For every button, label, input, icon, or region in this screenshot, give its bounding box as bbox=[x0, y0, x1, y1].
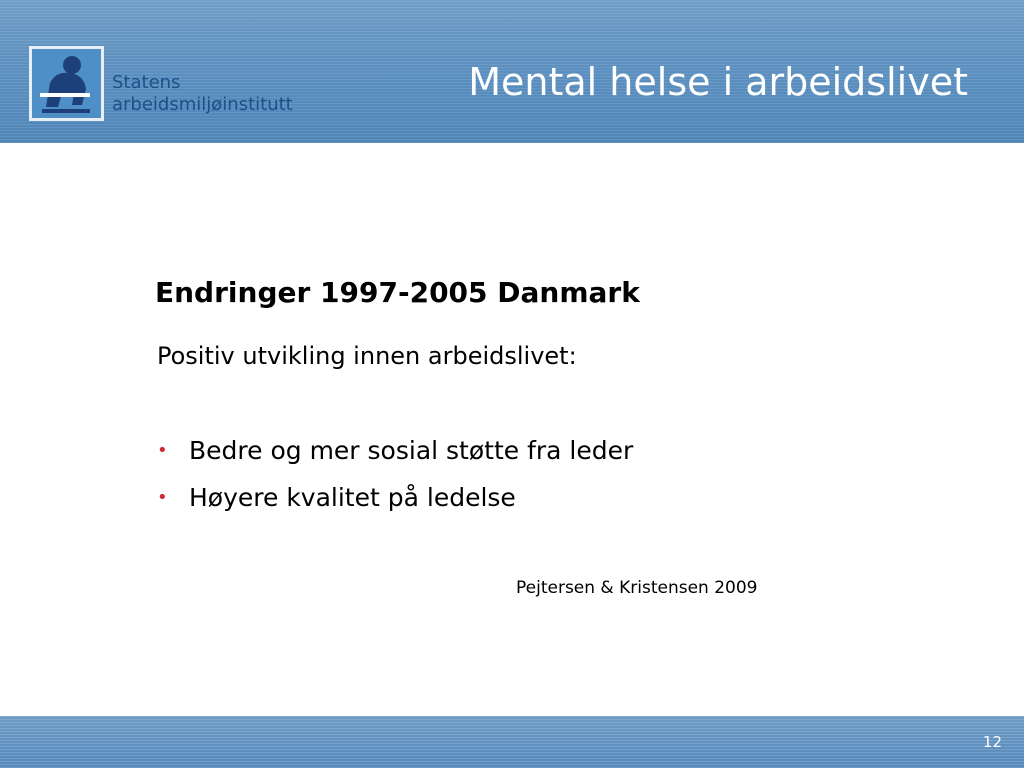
slide-title: Mental helse i arbeidslivet bbox=[468, 60, 968, 104]
page-number: 12 bbox=[982, 733, 1002, 751]
intro-text: Positiv utvikling innen arbeidslivet: bbox=[157, 342, 577, 370]
bullet-text: Høyere kvalitet på ledelse bbox=[189, 483, 516, 512]
logo-line-2: arbeidsmiljøinstitutt bbox=[112, 94, 293, 115]
logo-text bbox=[112, 72, 293, 116]
list-item bbox=[157, 434, 633, 481]
footer-band bbox=[0, 716, 1024, 768]
bullet-icon: • bbox=[157, 487, 168, 508]
bullet-text: Bedre og mer sosial støtte fra leder bbox=[189, 436, 634, 465]
worker-figure-icon bbox=[32, 49, 101, 118]
bullet-list bbox=[157, 434, 633, 528]
section-heading: Endringer 1997-2005 Danmark bbox=[155, 276, 640, 309]
header-band bbox=[0, 0, 1024, 143]
logo-icon bbox=[29, 46, 104, 121]
list-item bbox=[157, 481, 633, 528]
bullet-icon: • bbox=[157, 440, 168, 461]
logo-line-1: Statens bbox=[112, 72, 181, 93]
citation: Pejtersen & Kristensen 2009 bbox=[516, 578, 758, 598]
